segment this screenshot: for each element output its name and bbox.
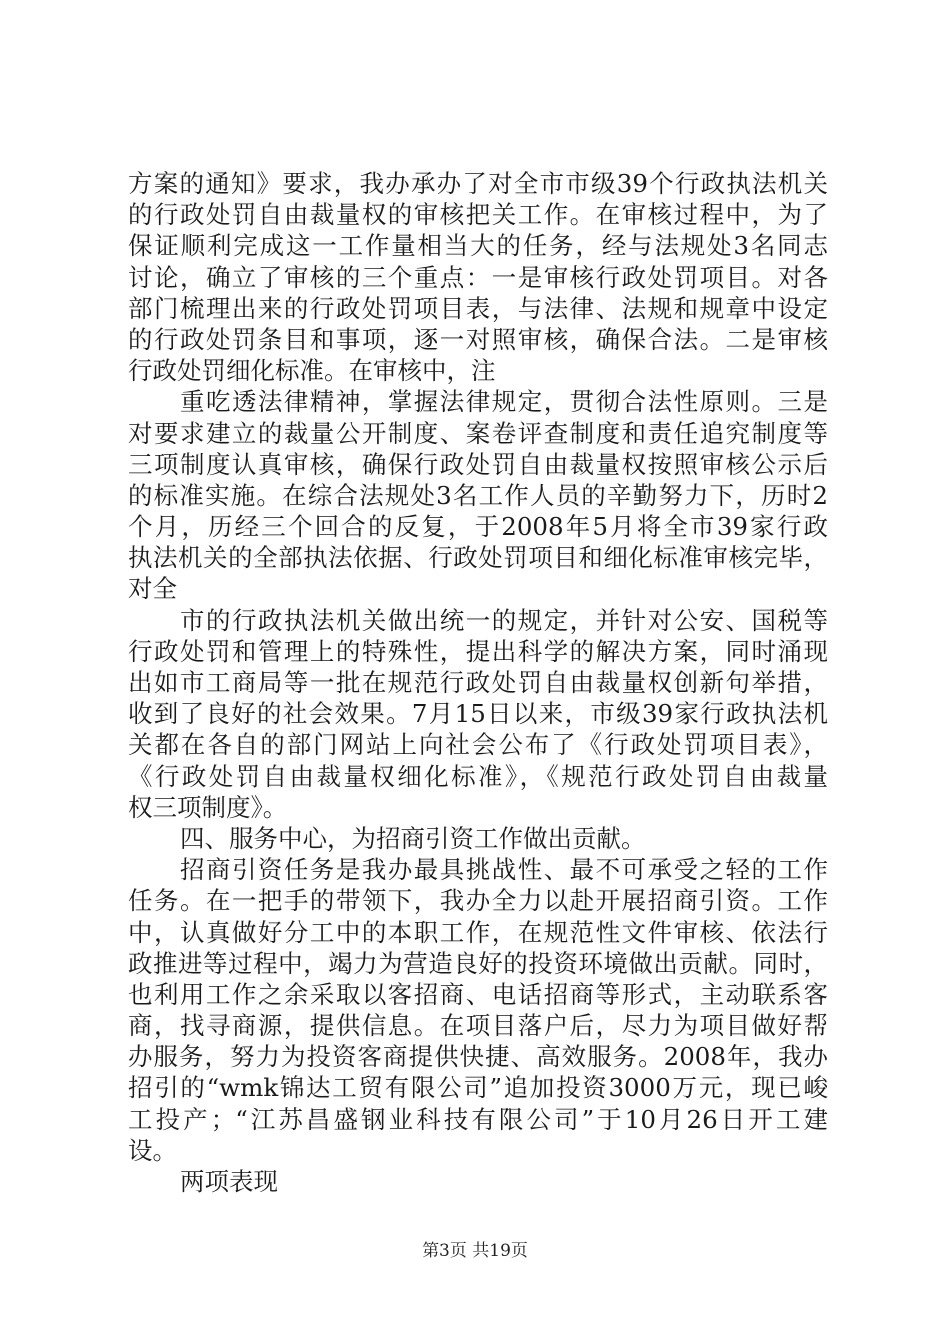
document-text-line: 也利用工作之余采取以客招商、电话招商等形式，主动联系客 [128,979,828,1009]
document-text-line: 的标准实施。在综合法规处3名工作人员的辛勤努力下，历时2 [128,480,828,510]
document-text-line: 市的行政执法机关做出统一的规定，并针对公安、国税等 [180,605,828,635]
document-text-line: 收到了良好的社会效果。7月15日以来，市级39家行政执法机 [128,699,828,729]
document-text-line: 对全 [128,574,177,604]
document-text-line: 商，找寻商源，提供信息。在项目落户后，尽力为项目做好帮 [128,1011,828,1041]
document-text-line: 设。 [128,1135,177,1165]
document-text-line: 的行政处罚自由裁量权的审核把关工作。在审核过程中，为了 [128,200,828,230]
document-text-line: 部门梳理出来的行政处罚项目表，与法律、法规和规章中设定 [128,293,828,323]
document-text-line: 招商引资任务是我办最具挑战性、最不可承受之轻的工作 [180,855,828,885]
document-text-line: 保证顺利完成这一工作量相当大的任务，经与法规处3名同志 [128,231,828,261]
document-text-line: 两项表现 [180,1167,278,1196]
document-text-line: 中，认真做好分工中的本职工作，在规范性文件审核、依法行 [128,917,828,947]
document-text-line: 行政处罚和管理上的特殊性，提出科学的解决方案，同时涌现 [128,636,828,666]
document-text-line: 三项制度认真审核，确保行政处罚自由裁量权按照审核公示后 [128,449,828,479]
document-text-line: 办服务，努力为投资客商提供快捷、高效服务。2008年，我办 [128,1042,828,1072]
document-text-line: 工投产；“江苏昌盛钢业科技有限公司”于10月26日开工建 [128,1104,828,1134]
document-text-line: 权三项制度》。 [128,792,288,822]
document-text-line: 讨论，确立了审核的三个重点：一是审核行政处罚项目。对各 [128,262,828,292]
document-text-line: 执法机关的全部执法依据、行政处罚项目和细化标准审核完毕， [128,543,828,573]
document-text-line: 对要求建立的裁量公开制度、案卷评查制度和责任追究制度等 [128,418,828,448]
document-body [128,168,828,1197]
document-text-line: 行政处罚细化标准。在审核中，注 [128,356,496,386]
document-text-line: 重吃透法律精神，掌握法律规定，贯彻合法性原则。三是 [180,387,828,417]
page-number-footer: 第3页 共19页 [422,1241,528,1261]
document-text-line: 出如市工商局等一批在规范行政处罚自由裁量权创新句举措， [128,668,828,697]
document-text-line: 个月，历经三个回合的反复，于2008年5月将全市39家行政 [128,512,828,542]
document-text-line: 四、服务中心，为招商引资工作做出贡献。 [180,823,646,853]
document-text-line: 招引的“wmk锦达工贸有限公司”追加投资3000万元，现已峻 [128,1073,828,1103]
document-text-line: 任务。在一把手的带领下，我办全力以赴开展招商引资。工作 [128,886,828,916]
document-text-line: 方案的通知》要求，我办承办了对全市市级39个行政执法机关 [128,169,828,198]
document-text-line: 政推进等过程中，竭力为营造良好的投资环境做出贡献。同时， [128,948,828,978]
document-text-line: 《行政处罚自由裁量权细化标准》，《规范行政处罚自由裁量 [128,761,828,791]
document-text-line: 关都在各自的部门网站上向社会公布了《行政处罚项目表》， [128,730,828,760]
document-text-line: 的行政处罚条目和事项，逐一对照审核，确保合法。二是审核 [128,324,828,354]
